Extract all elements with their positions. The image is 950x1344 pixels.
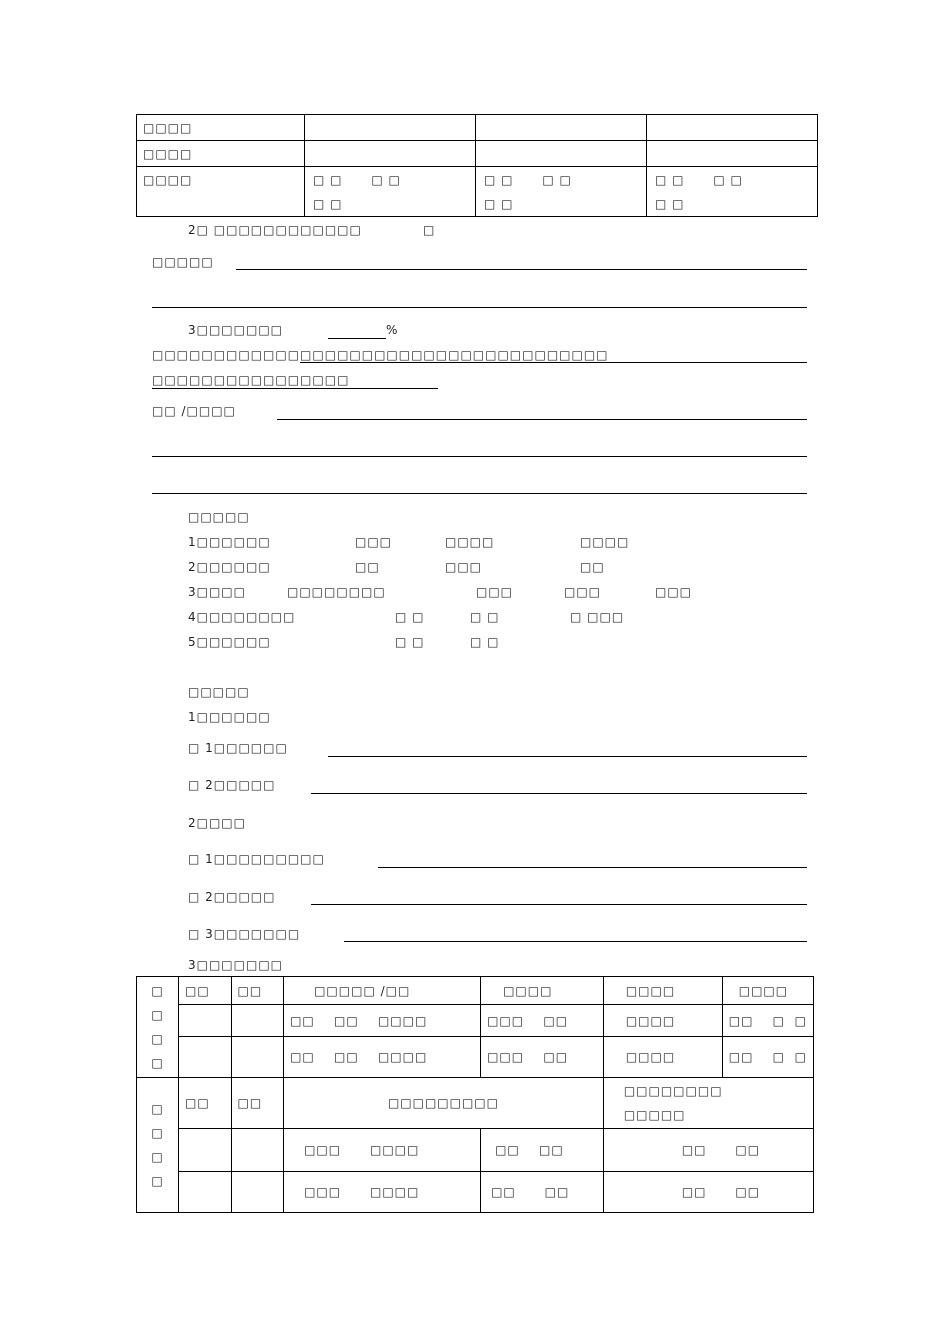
option[interactable]: □□: [580, 560, 605, 574]
answer-line[interactable]: [300, 362, 807, 363]
answer-line[interactable]: [344, 941, 807, 942]
percent-input-line[interactable]: [328, 338, 386, 339]
answer-line[interactable]: [236, 269, 807, 270]
table-cell[interactable]: [179, 1005, 232, 1037]
table-cell[interactable]: [305, 115, 476, 141]
question-2: 2□ □□□□□□□□□□□□: [188, 223, 362, 237]
question-3-field-label: □□ /□□□□: [152, 404, 236, 418]
item-label: 2□□□□□□: [188, 560, 271, 574]
option[interactable]: □ □: [470, 610, 500, 624]
option-cell[interactable]: □□ □□: [481, 1129, 604, 1172]
question-3-note-2: □□□□□□□□□□□□□□□□: [152, 373, 350, 387]
table-cell[interactable]: [231, 1037, 284, 1078]
column-header: □□□□: [481, 977, 604, 1005]
option[interactable]: □ □□□: [570, 610, 625, 624]
percent-sign: %: [386, 323, 399, 337]
column-header: □□□□: [722, 977, 813, 1005]
question-3-note: □□□□□□□□□□□□□□□□□□□□□□□□□□□□□□□□□□□□□: [152, 348, 609, 362]
option-cell[interactable]: □□ □□ □□□□: [284, 1005, 481, 1037]
item-label: 1□□□□□□: [188, 535, 271, 549]
column-header: □□: [179, 1078, 232, 1129]
table-cell[interactable]: [179, 1037, 232, 1078]
column-header: □□□□□□□□□: [284, 1078, 604, 1129]
field-label: □ 1□□□□□□□□□: [188, 852, 325, 866]
table-cell[interactable]: [179, 1172, 232, 1213]
answer-line[interactable]: [378, 867, 807, 868]
row-label: □□□□: [137, 167, 305, 217]
option[interactable]: □□□: [445, 560, 483, 574]
row-label: □□□□: [137, 115, 305, 141]
option[interactable]: □ □: [470, 635, 500, 649]
answer-line[interactable]: [311, 793, 807, 794]
table-cell[interactable]: [305, 141, 476, 167]
table-cell[interactable]: [476, 115, 647, 141]
side-label: □ □ □ □: [137, 1078, 179, 1213]
option[interactable]: □□□: [564, 585, 602, 599]
table-cell[interactable]: [647, 115, 818, 141]
option-cell[interactable]: □□ □□: [603, 1172, 813, 1213]
item-label: 5□□□□□□: [188, 635, 271, 649]
side-label: □ □ □ □: [137, 977, 179, 1078]
option-cell[interactable]: □□□ □□: [481, 1005, 604, 1037]
table-cell[interactable]: [179, 1129, 232, 1172]
table-cell[interactable]: [231, 1005, 284, 1037]
option[interactable]: □□□□□□□□: [287, 585, 386, 599]
date-cell[interactable]: □ □ □ □ □ □: [647, 167, 818, 217]
top-table: [136, 114, 818, 217]
option[interactable]: □□: [355, 560, 380, 574]
field-label: □ 2□□□□□: [188, 778, 276, 792]
option[interactable]: □ □: [395, 635, 425, 649]
answer-line[interactable]: [152, 456, 807, 457]
option-cell[interactable]: □□ □ □: [722, 1005, 813, 1037]
item-label: 3□□□□: [188, 585, 246, 599]
question-2-suffix: □: [423, 223, 436, 237]
item-label: 4□□□□□□□□: [188, 610, 296, 624]
answer-line[interactable]: [152, 493, 807, 494]
column-header: □□: [231, 977, 284, 1005]
column-header: □□□□□□□□ □□□□□: [603, 1078, 813, 1129]
option-cell[interactable]: □□□ □□□□: [284, 1172, 481, 1213]
table-cell[interactable]: [647, 141, 818, 167]
bottom-table: [136, 976, 814, 1213]
option[interactable]: □□□□: [580, 535, 630, 549]
field-label: □ 3□□□□□□□: [188, 927, 301, 941]
option-cell[interactable]: □□ □□: [481, 1172, 604, 1213]
option[interactable]: □□□: [655, 585, 693, 599]
answer-line[interactable]: [277, 419, 807, 420]
field-label: □ 2□□□□□: [188, 890, 276, 904]
answer-line[interactable]: [152, 307, 807, 308]
column-header: □□: [231, 1078, 284, 1129]
subsection-1: 1□□□□□□: [188, 710, 271, 724]
option-cell[interactable]: □□□□: [603, 1037, 722, 1078]
answer-line[interactable]: [328, 756, 807, 757]
row-label: □□□□: [137, 141, 305, 167]
column-header: □□□□: [603, 977, 722, 1005]
option-cell[interactable]: □□ □□ □□□□: [284, 1037, 481, 1078]
option[interactable]: □ □: [395, 610, 425, 624]
option-cell[interactable]: □□□ □□□□: [284, 1129, 481, 1172]
field-label: □ 1□□□□□□: [188, 741, 288, 755]
answer-line[interactable]: [311, 904, 807, 905]
question-2-field-label: □□□□□: [152, 255, 214, 269]
subsection-2: 2□□□□: [188, 816, 246, 830]
column-header: □□: [179, 977, 232, 1005]
date-cell[interactable]: □ □ □ □ □ □: [476, 167, 647, 217]
option[interactable]: □□□: [355, 535, 393, 549]
option-cell[interactable]: □□□□: [603, 1005, 722, 1037]
option[interactable]: □□□: [476, 585, 514, 599]
question-3: 3□□□□□□□: [188, 323, 283, 337]
option-cell[interactable]: □□□ □□: [481, 1037, 604, 1078]
table-cell[interactable]: [231, 1129, 284, 1172]
table-cell[interactable]: [476, 141, 647, 167]
answer-line[interactable]: [152, 388, 438, 389]
option[interactable]: □□□□: [445, 535, 495, 549]
section-4-heading: □□□□□: [188, 685, 250, 699]
subsection-3: 3□□□□□□□: [188, 958, 283, 972]
option-cell[interactable]: □□ □□: [603, 1129, 813, 1172]
table-cell[interactable]: [231, 1172, 284, 1213]
section-3-heading: □□□□□: [188, 510, 250, 524]
date-cell[interactable]: □ □ □ □ □ □: [305, 167, 476, 217]
column-header: □□□□□ /□□: [284, 977, 481, 1005]
option-cell[interactable]: □□ □ □: [722, 1037, 813, 1078]
